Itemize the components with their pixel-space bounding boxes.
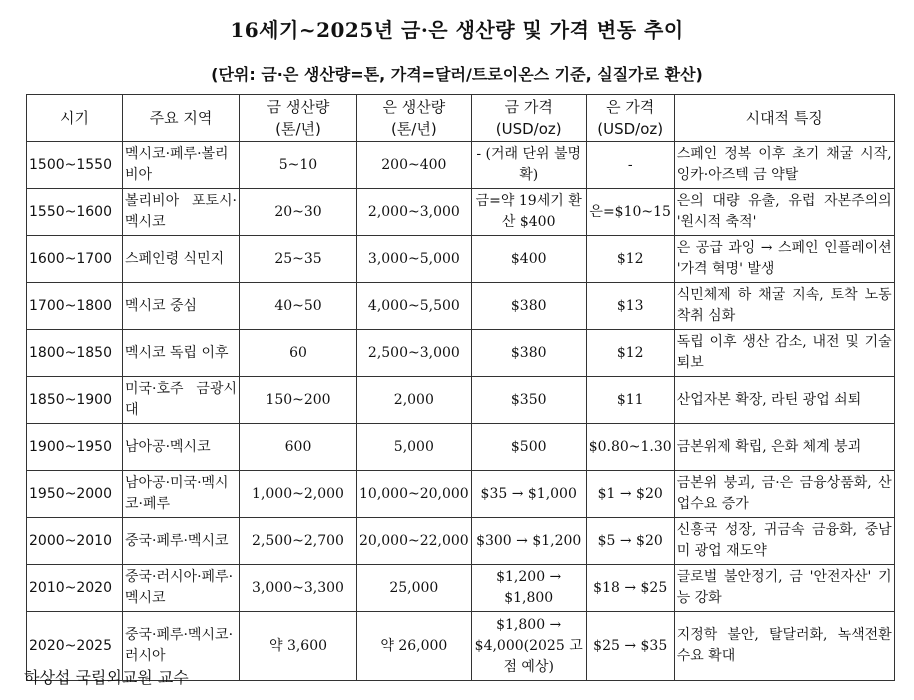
period-cell: 1950~2000 bbox=[27, 471, 123, 518]
region-cell: 스페인령 식민지 bbox=[123, 236, 240, 283]
silver-price-cell: $12 bbox=[586, 330, 674, 377]
header-feature: 시대적 특징 bbox=[674, 95, 894, 142]
gold-price-cell: $1,800 → $4,000(2025 고점 예상) bbox=[471, 612, 586, 681]
silver-price-cell: $0.80~1.30 bbox=[586, 424, 674, 471]
silver-production-cell: 25,000 bbox=[357, 565, 472, 612]
silver-production-cell: 200~400 bbox=[357, 142, 472, 189]
gold-price-cell: 금=약 19세기 환산 $400 bbox=[471, 189, 586, 236]
feature-cell: 금본위제 확립, 은화 체계 붕괴 bbox=[674, 424, 894, 471]
period-cell: 1500~1550 bbox=[27, 142, 123, 189]
gold-price-cell: $380 bbox=[471, 330, 586, 377]
silver-production-cell: 5,000 bbox=[357, 424, 472, 471]
table-row bbox=[27, 518, 895, 565]
feature-cell: 은의 대량 유출, 유럽 자본주의의 '원시적 축적' bbox=[674, 189, 894, 236]
silver-production-cell: 2,000 bbox=[357, 377, 472, 424]
gold-production-cell: 40~50 bbox=[240, 283, 357, 330]
period-cell: 2010~2020 bbox=[27, 565, 123, 612]
feature-cell: 글로벌 불안정기, 금 '안전자산' 기능 강화 bbox=[674, 565, 894, 612]
silver-price-cell: $1 → $20 bbox=[586, 471, 674, 518]
region-cell: 남아공·멕시코 bbox=[123, 424, 240, 471]
region-cell: 멕시코·페루·볼리비아 bbox=[123, 142, 240, 189]
silver-price-cell: $13 bbox=[586, 283, 674, 330]
feature-cell: 금본위 붕괴, 금·은 금융상품화, 산업수요 증가 bbox=[674, 471, 894, 518]
header-silver-production: 은 생산량 (톤/년) bbox=[357, 95, 472, 142]
period-cell: 1900~1950 bbox=[27, 424, 123, 471]
gold-price-cell: $1,200 → $1,800 bbox=[471, 565, 586, 612]
feature-cell: 스페인 정복 이후 초기 채굴 시작, 잉카·아즈텍 금 약탈 bbox=[674, 142, 894, 189]
table-row bbox=[27, 424, 895, 471]
header-period: 시기 bbox=[27, 95, 123, 142]
silver-price-cell: $5 → $20 bbox=[586, 518, 674, 565]
region-cell: 미국·호주 금광시대 bbox=[123, 377, 240, 424]
silver-price-cell: $11 bbox=[586, 377, 674, 424]
gold-price-cell: $500 bbox=[471, 424, 586, 471]
silver-production-cell: 약 26,000 bbox=[357, 612, 472, 681]
period-cell: 1600~1700 bbox=[27, 236, 123, 283]
silver-production-cell: 2,000~3,000 bbox=[357, 189, 472, 236]
gold-production-cell: 1,000~2,000 bbox=[240, 471, 357, 518]
region-cell: 중국·러시아·페루·멕시코 bbox=[123, 565, 240, 612]
gold-production-cell: 150~200 bbox=[240, 377, 357, 424]
header-region: 주요 지역 bbox=[123, 95, 240, 142]
silver-price-cell: $25 → $35 bbox=[586, 612, 674, 681]
gold-production-cell: 20~30 bbox=[240, 189, 357, 236]
gold-price-cell: $350 bbox=[471, 377, 586, 424]
header-gold-production: 금 생산량 (톤/년) bbox=[240, 95, 357, 142]
region-cell: 멕시코 중심 bbox=[123, 283, 240, 330]
table-row bbox=[27, 189, 895, 236]
table-row bbox=[27, 471, 895, 518]
header-row bbox=[27, 95, 895, 142]
period-cell: 2000~2010 bbox=[27, 518, 123, 565]
silver-production-cell: 4,000~5,500 bbox=[357, 283, 472, 330]
silver-price-cell: $12 bbox=[586, 236, 674, 283]
gold-production-cell: 5~10 bbox=[240, 142, 357, 189]
gold-production-cell: 25~35 bbox=[240, 236, 357, 283]
page-title: 16세기~2025년 금·은 생산량 및 가격 변동 추이 bbox=[230, 18, 684, 42]
header-silver-price: 은 가격 (USD/oz) bbox=[586, 95, 674, 142]
gold-price-cell: $35 → $1,000 bbox=[471, 471, 586, 518]
silver-price-cell: $18 → $25 bbox=[586, 565, 674, 612]
table-row bbox=[27, 377, 895, 424]
period-cell: 1700~1800 bbox=[27, 283, 123, 330]
period-cell: 1550~1600 bbox=[27, 189, 123, 236]
period-cell: 1800~1850 bbox=[27, 330, 123, 377]
feature-cell: 독립 이후 생산 감소, 내전 및 기술 퇴보 bbox=[674, 330, 894, 377]
silver-production-cell: 20,000~22,000 bbox=[357, 518, 472, 565]
feature-cell: 지정학 불안, 탈달러화, 녹색전환 수요 확대 bbox=[674, 612, 894, 681]
gold-price-cell: $300 → $1,200 bbox=[471, 518, 586, 565]
region-cell: 볼리비아 포토시·멕시코 bbox=[123, 189, 240, 236]
silver-price-cell: - bbox=[586, 142, 674, 189]
unit-note: (단위: 금·은 생산량=톤, 가격=달러/트로이온스 기준, 실질가로 환산) bbox=[211, 65, 703, 84]
silver-production-cell: 2,500~3,000 bbox=[357, 330, 472, 377]
silver-production-cell: 3,000~5,000 bbox=[357, 236, 472, 283]
table-row bbox=[27, 565, 895, 612]
table-row bbox=[27, 236, 895, 283]
region-cell: 중국·페루·멕시코 bbox=[123, 518, 240, 565]
silver-production-cell: 10,000~20,000 bbox=[357, 471, 472, 518]
region-cell: 멕시코 독립 이후 bbox=[123, 330, 240, 377]
gold-production-cell: 약 3,600 bbox=[240, 612, 357, 681]
feature-cell: 산업자본 확장, 라틴 광업 쇠퇴 bbox=[674, 377, 894, 424]
gold-silver-table bbox=[26, 94, 895, 681]
table-row bbox=[27, 283, 895, 330]
region-cell: 남아공·미국·멕시코·페루 bbox=[123, 471, 240, 518]
table-row bbox=[27, 142, 895, 189]
gold-production-cell: 2,500~2,700 bbox=[240, 518, 357, 565]
feature-cell: 식민체제 하 채굴 지속, 토착 노동 착취 심화 bbox=[674, 283, 894, 330]
header-gold-price: 금 가격 (USD/oz) bbox=[471, 95, 586, 142]
gold-production-cell: 60 bbox=[240, 330, 357, 377]
gold-price-cell: - (거래 단위 불명확) bbox=[471, 142, 586, 189]
gold-production-cell: 600 bbox=[240, 424, 357, 471]
feature-cell: 신흥국 성장, 귀금속 금융화, 중남미 광업 재도약 bbox=[674, 518, 894, 565]
feature-cell: 은 공급 과잉 → 스페인 인플레이션 '가격 혁명' 발생 bbox=[674, 236, 894, 283]
author-credit: 하상섭 국립외교원 교수 bbox=[24, 668, 189, 687]
table-row bbox=[27, 330, 895, 377]
period-cell: 2020~2025 bbox=[27, 612, 123, 681]
gold-price-cell: $400 bbox=[471, 236, 586, 283]
silver-price-cell: 은=$10~15 bbox=[586, 189, 674, 236]
region-cell: 중국·페루·멕시코·러시아 bbox=[123, 612, 240, 681]
period-cell: 1850~1900 bbox=[27, 377, 123, 424]
gold-price-cell: $380 bbox=[471, 283, 586, 330]
gold-production-cell: 3,000~3,300 bbox=[240, 565, 357, 612]
